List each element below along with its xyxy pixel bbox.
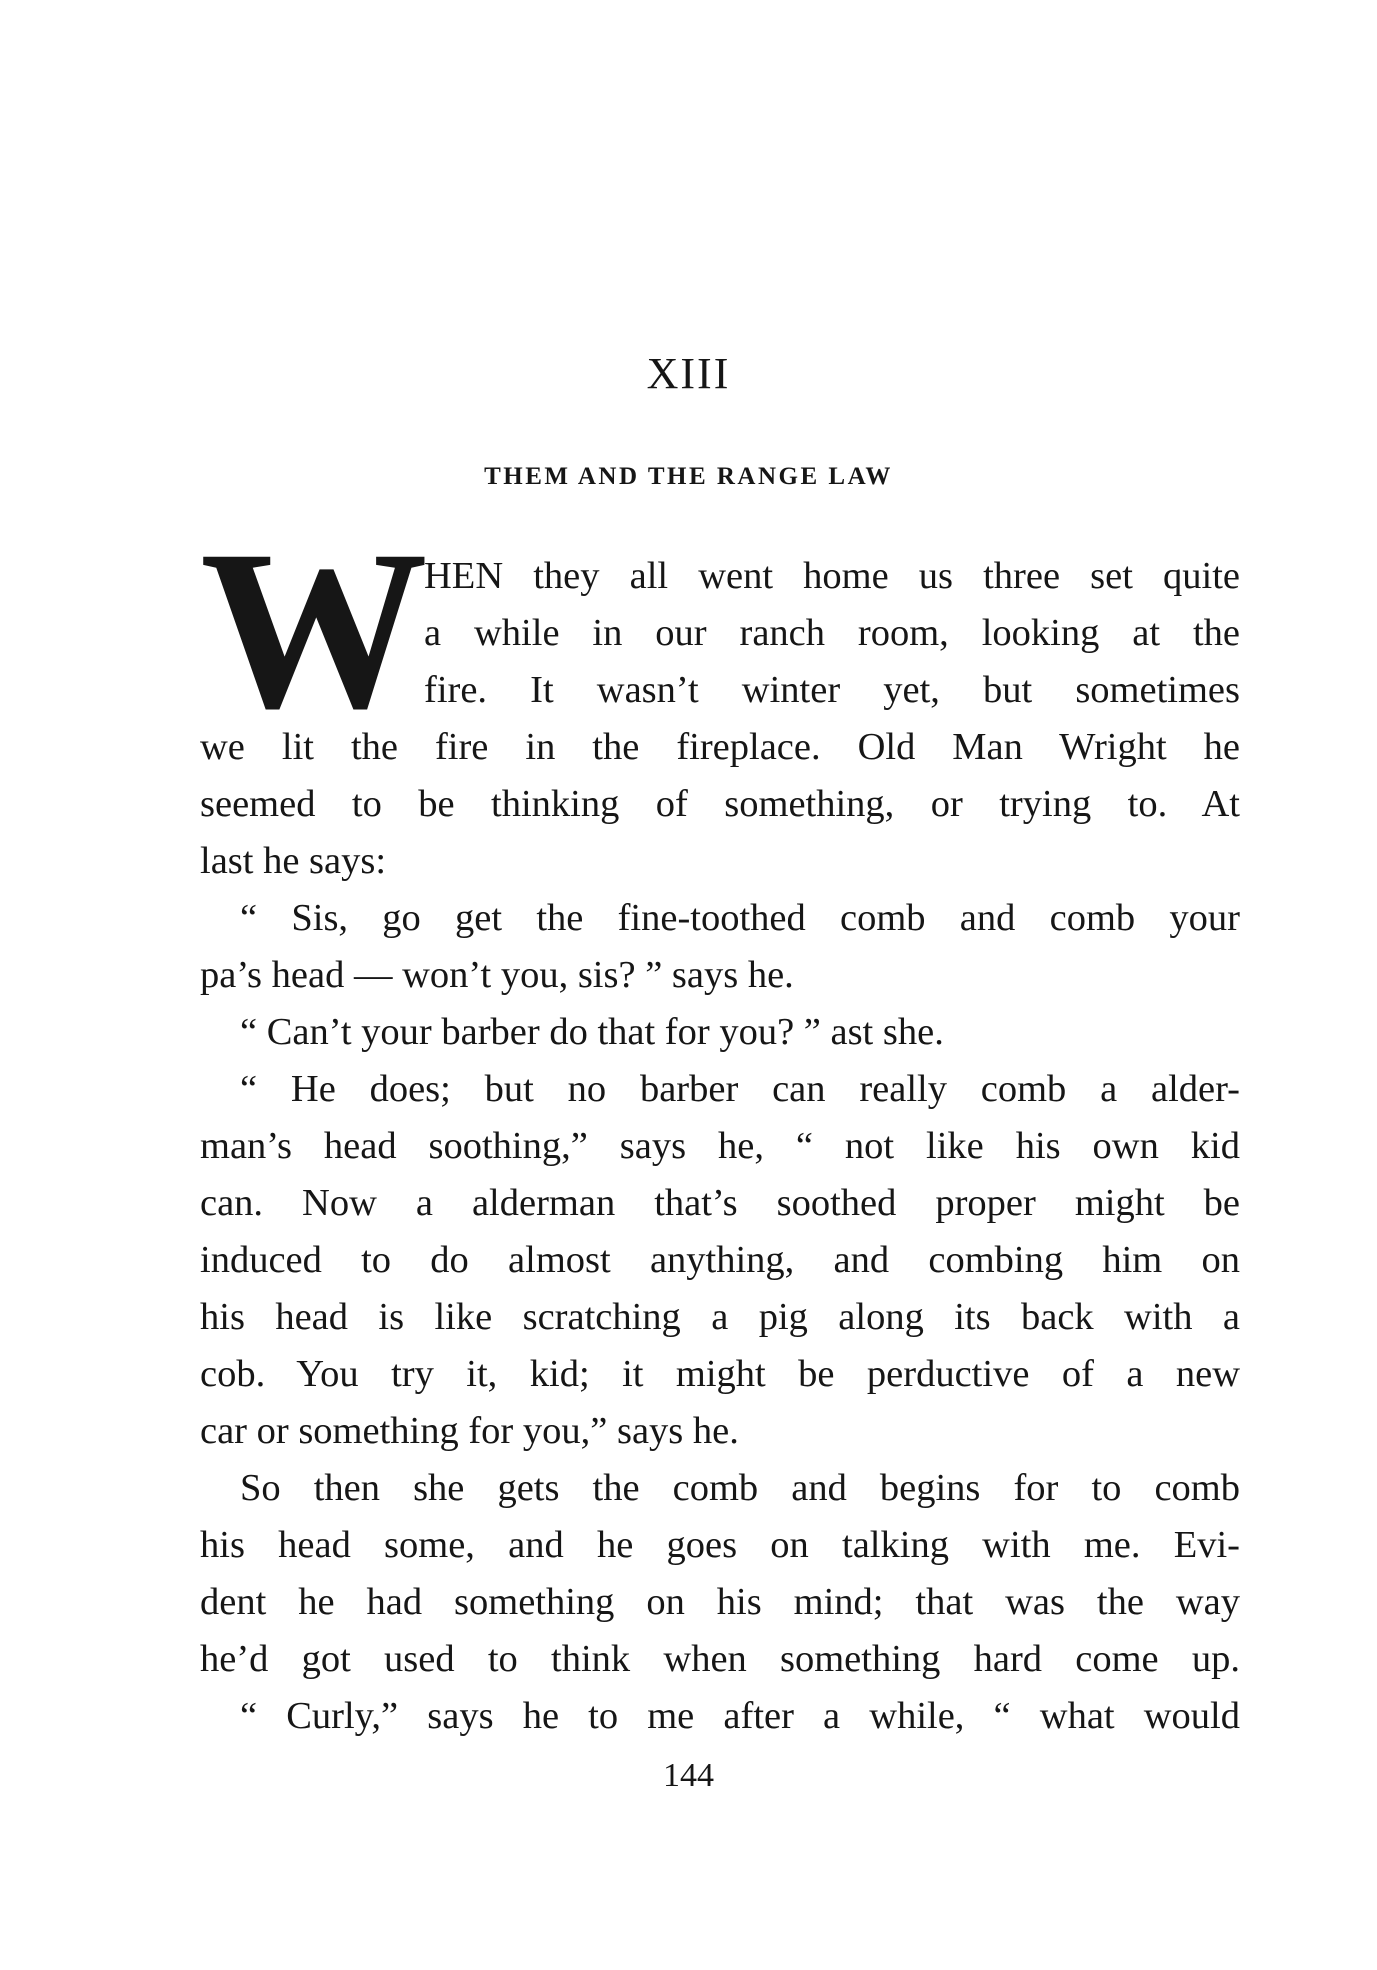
text-line: HEN they all went home us three set quite	[424, 555, 1240, 597]
text-line: dent he had something on his mind; that was the way	[200, 1581, 1240, 1623]
text-line: his head some, and he goes on talking with me. Evi-	[200, 1524, 1240, 1566]
text-line: man’s head soothing,” says he, “ not like his own kid	[200, 1125, 1240, 1167]
text-line: fire. It wasn’t winter yet, but sometimes	[424, 669, 1240, 711]
text-line: can. Now a alderman that’s soothed proper might be	[200, 1182, 1240, 1224]
text-line: seemed to be thinking of something, or trying to. At	[200, 783, 1240, 825]
text-line: “ Sis, go get the fine-toothed comb and comb your	[240, 897, 1240, 939]
drop-cap: W	[200, 504, 422, 756]
text-line: car or something for you,” says he.	[200, 1410, 739, 1452]
text-line: his head is like scratching a pig along its back with a	[200, 1296, 1240, 1338]
text-line: So then she gets the comb and begins for to comb	[240, 1467, 1240, 1509]
page-number: 144	[663, 1757, 714, 1794]
text-line: last he says:	[200, 840, 387, 882]
text-line: pa’s head — won’t you, sis? ” says he.	[200, 954, 794, 996]
text-line: induced to do almost anything, and combing him on	[200, 1239, 1240, 1281]
text-line: a while in our ranch room, looking at the	[424, 612, 1240, 654]
text-line: “ Can’t your barber do that for you? ” ast she.	[240, 1011, 944, 1053]
text-line: he’d got used to think when something hard come up.	[200, 1638, 1240, 1680]
chapter-title: THEM AND THE RANGE LAW	[484, 463, 893, 490]
chapter-number: XIII	[646, 349, 731, 398]
text-line: “ Curly,” says he to me after a while, “ what would	[240, 1695, 1240, 1737]
text-line: cob. You try it, kid; it might be perductive of a new	[200, 1353, 1240, 1395]
text-line: “ He does; but no barber can really comb a alder-	[240, 1068, 1240, 1110]
text-line: we lit the fire in the fireplace. Old Man Wright he	[200, 726, 1240, 768]
